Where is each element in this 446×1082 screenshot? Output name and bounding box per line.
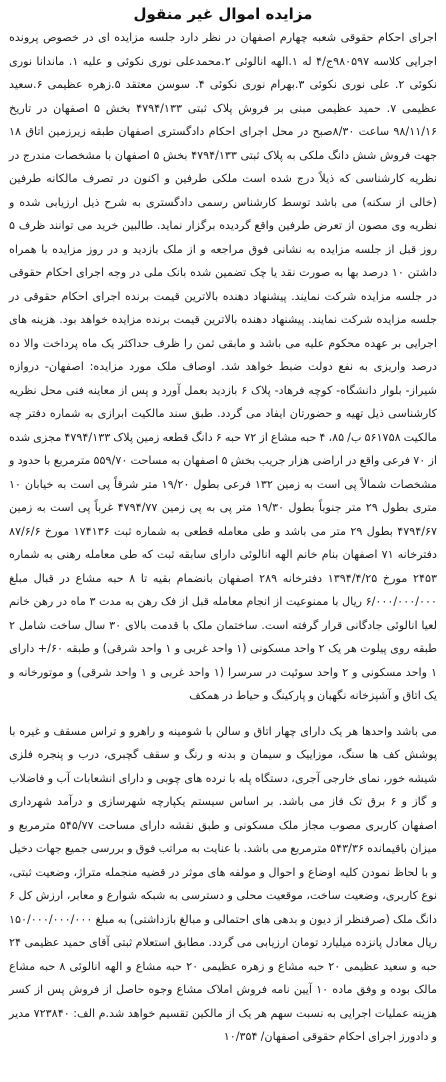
notice-body bbox=[9, 26, 437, 1049]
notice-title: مزایده اموال غیر منقول bbox=[133, 5, 313, 23]
notice-paragraph: می باشد واحدها هر یک دارای چهار اتاق و سالن با شومینه و راهرو و تراس مسقف و غیره با پوشش کف ها سنگ، موزاییک و سیمان و بدنه و رنگ و سقف گچبری، درب و پنجره فلزی شیشه خور، نمای خارجی آجری، دستگاه پله با نرده های چوبی و دارای انشعابات آب و فاضلاب و گاز و ۶ برق تک فاز می باشد. بر اساس سیستم یکپارچه شهرسازی و درآمد شهرداری اصفهان کاربری مصوب مجاز ملک مسکونی و طبق نقشه دارای مساحت ۵۴۵/۷۷ مترمربع و میزان باقیمانده ۵۴۳/۳۶ مترمربع می باشد. با عنایت به مراتب فوق و بررسی جمیع جهات دخیل و با لحاظ نمودن کلیه اوضاع و احوال و مولفه های موثر در قضیه منجمله متراژ، وضعیت ثبتی، نوع کاربری، وضعیت ساخت، موقعیت محلی و دسترسی به شبکه شوارع و معابر، ارزش کل ۶ دانگ ملک (صرفنظر از دیون و بدهی های احتمالی و مبالغ بازداشتی) به مبلغ ۱۵۰/۰۰۰/۰۰۰/۰۰۰ ریال معادل پانزده میلیارد تومان ارزیابی می گردد. مطابق استعلام ثبتی آقای حمید عظیمی ۲۴ حبه و سعید عظیمی ۲۰ حبه مشاع و زهره عظیمی ۲۰ حبه مشاع و الهه انالوئی ۸ حبه مشاع مالک بوده و وفق ماده ۱۰ آیین نامه فروش املاک مشاع وجوه حاصل از فروش پس از کسر هزینه عملیات اجرایی به نسبت سهم هر یک از مالکین تقسیم خواهد شد.م الف: ۷۲۳۸۴۰ مدیر و دادورز اجرای احکام حقوقی اصفهان/ ۱۰/۳۵۴ bbox=[9, 724, 437, 1043]
notice-paragraph: اجرای احکام حقوقی شعبه چهارم اصفهان در نظر دارد جلسه مزایده ای در خصوص پرونده اجرایی کلاسه ۹۸۰۵۹۷ج/۴ له ۱.الهه انالوئی ۲.محمدعلی نوری نکوئی و علیه ۱. ماندانا نوری نکوئی ۲. علی نوری نکوئی ۳.بهرام نوری نکوئی ۴. سوسن معتقد ۵.زهره عظیمی ۶.سعید عظیمی ۷. حمید عظیمی مبنی بر فروش پلاک ثبتی ۴۷۹۴/۱۳۳ بخش ۵ اصفهان در تاریخ ۹۸/۱۱/۱۶ ساعت ۸/۳۰صبح در محل اجرای احکام دادگستری اصفهان طبقه زیرزمین اتاق ۱۸ جهت فروش شش دانگ ملکی به پلاک ثبتی ۴۷۹۴/۱۳۳ بخش ۵ اصفهان با مشخصات مندرج در نظریه کارشناسی که ذیلاً درج شده است ملکی طرفین و اکنون در تصرف مالکانه طرفین (خالی از سکنه) می باشد توسط کارشناس رسمی دادگستری به شرح ذیل ارزیابی شده و نظریه وی مصون از تعرض طرفین واقع گردیده برگزار نماید. طالبین خرید می توانند ظرف ۵ روز قبل از جلسه مزایده به نشانی فوق مراجعه و از ملک بازدید و در روز مزایده با همراه داشتن ۱۰ درصد بها به صورت نقد یا چک تضمین شده بانک ملی در وجه اجرای احکام حقوقی در جلسه مزایده شرکت نمایند. پیشنهاد دهنده بالاترین قیمت برنده اجرای احکام حقوقی در جلسه مزایده شرکت نمایند. پیشنهاد دهنده بالاترین قیمت برنده مزایده خواهد بود. هزینه های اجرایی بر عهده محکوم علیه می باشد و مابقی ثمن را ظرف حداکثر یک ماه پرداخت والا ده درصد واریزی به نفع دولت ضبط خواهد شد. اوصاف ملک مورد مزایده: اصفهان- دروازه شیراز- بلوار دانشگاه- کوچه فرهاد- پلاک ۶ بازدید بعمل آورد و پس از معاینه فنی محل نظریه کارشناسی ذیل تهیه و حضورتان ایفاد می گردد. طبق سند مالکیت ابرازی به شماره دفتر چه مالکیت ۵۶۱۷۵۸ ب/ ۸۵، ۴ حبه مشاع از ۷۲ حبه ۶ دانگ قطعه زمین پلاک ۴۷۹۴/۱۳۳ مجزی شده از ۷۰ فرعی واقع در اراضی هزار جریب بخش ۵ اصفهان به مساحت ۵۵۹/۷۰ مترمربع با حدود و مشخصات شمالاً پی است به زمین ۱۳۲ فرعی بطول ۱۹/۲۰ متر شرقاً پی است به خیابان ۱۰ متری بطول ۲۹ متر جنوباً بطول ۱۹/۳۰ متر پی به پی زمین ۴۷۹۴/۷۷ غرباً پی است به زمین ۴۷۹۴/۶۷ بطول ۲۹ متر می باشد و طی معامله قطعی به شماره ثبت ۱۷۴۱۳۶ مورخ ۸۷/۶/۶ دفترخانه ۷۱ اصفهان بنام خانم الهه انالوئی دارای سابقه ثبت که طی معامله رهنی به شماره ۲۴۵۳ مورخ ۱۳۹۴/۴/۲۵ دفترخانه ۲۸۹ اصفهان بانضمام بقیه تا ۸ حبه مشاع در قبال مبلغ ۶/۰۰۰/۰۰۰/۰۰۰ ریال با ممنوعیت از انجام معامله قبل از فک رهن به مدت ۳ ماه در رهن خانم لعیا انالوئی جادگانی قرار گرفته است. ساختمان ملک با قدمت بالای ۳۰ سال ساخت شامل ۲ طبقه روی پیلوت هر یک ۲ واحد مسکونی (۱ واحد غربی و ۱ واحد شرقی) و طبقه ۶۰/+ دارای ۱ واحد مسکونی و ۲ واحد سوئیت در سرسرا (۱ واحد غربی و ۱ واحد شرقی) و موتورخانه و یک اتاق و آشپزخانه نگهبان و پارکینگ و حیاط در همکف bbox=[9, 31, 438, 702]
